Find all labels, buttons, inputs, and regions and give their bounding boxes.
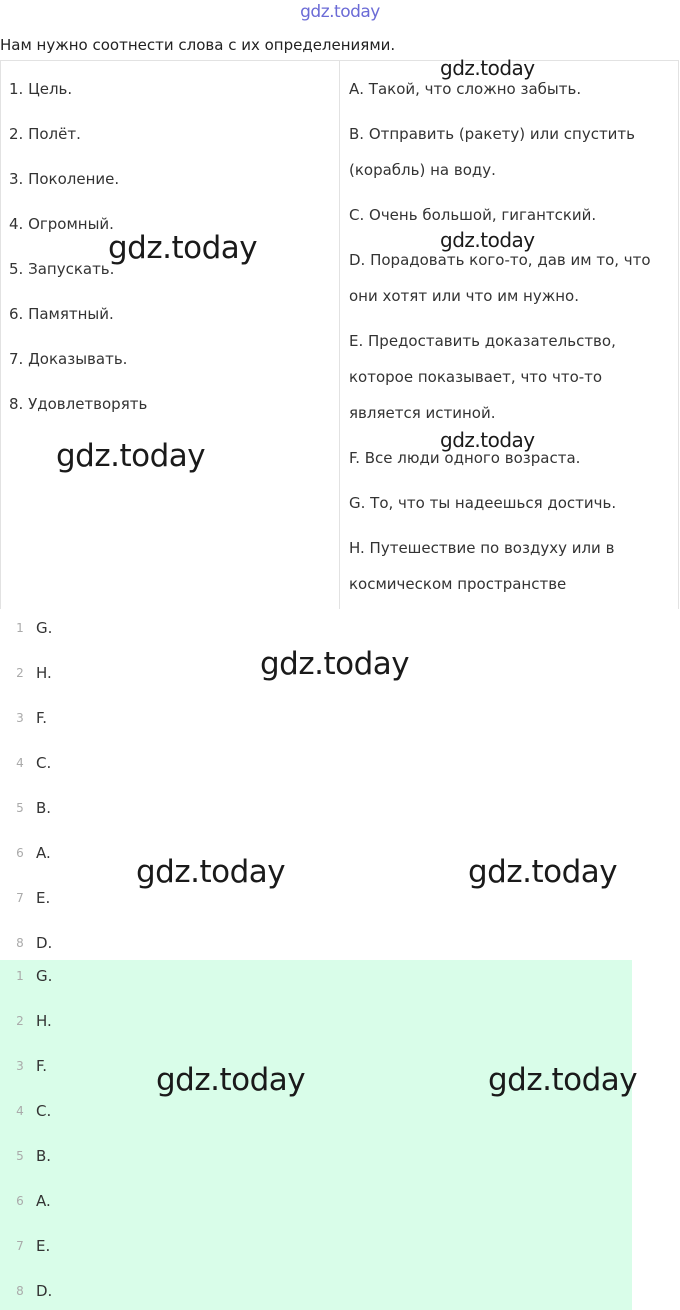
definition-item	[349, 197, 669, 233]
answer-number: 7	[16, 891, 24, 905]
word-item: 1. Цель.	[9, 80, 73, 98]
definition-line: они хотят или что им нужно.	[349, 287, 580, 305]
definition-line: А. Такой, что сложно забыть.	[349, 80, 582, 98]
answer-number: 4	[16, 1104, 24, 1118]
answer-letter: D.	[36, 934, 53, 952]
definition-line: F. Все люди одного возраста.	[349, 449, 581, 467]
word-item: 8. Удовлетворять	[9, 395, 148, 413]
watermark: gdz.today	[260, 646, 410, 682]
answer-number: 8	[16, 936, 24, 950]
watermark: gdz.today	[488, 1062, 638, 1098]
watermark: gdz.today	[440, 428, 535, 452]
matching-table	[0, 60, 679, 609]
definition-line: H. Путешествие по воздуху или в	[349, 539, 615, 557]
answer-letter: A.	[36, 1192, 51, 1210]
answer-letter: F.	[36, 709, 47, 727]
definition-line: D. Порадовать кого-то, дав им то, что	[349, 251, 651, 269]
answer-letter: H.	[36, 1012, 52, 1030]
definition-line: (корабль) на воду.	[349, 161, 496, 179]
definition-line: является истиной.	[349, 404, 496, 422]
answer-list-highlighted	[0, 960, 632, 1310]
answer-list	[0, 612, 680, 960]
definition-line: G. То, что ты надеешься достичь.	[349, 494, 617, 512]
answer-letter: B.	[36, 799, 52, 817]
definition-item	[349, 116, 669, 188]
definition-item	[349, 440, 669, 476]
word-item: 4. Огромный.	[9, 215, 114, 233]
watermark: gdz.today	[108, 230, 258, 266]
answer-letter: H.	[36, 664, 52, 682]
definition-line: C. Очень большой, гигантский.	[349, 206, 597, 224]
definition-item	[349, 242, 669, 314]
definition-item	[349, 71, 669, 107]
answer-number: 8	[16, 1284, 24, 1298]
definition-line: космическом пространстве	[349, 575, 567, 593]
answer-letter: G.	[36, 619, 53, 637]
answer-number: 5	[16, 1149, 24, 1163]
answer-number: 3	[16, 711, 24, 725]
answer-letter: F.	[36, 1057, 47, 1075]
word-item: 6. Памятный.	[9, 305, 114, 323]
site-logo[interactable]: gdz.today	[300, 2, 380, 22]
intro-text: Нам нужно соотнести слова с их определениями.	[0, 36, 396, 54]
watermark: gdz.today	[468, 854, 618, 890]
answer-number: 7	[16, 1239, 24, 1253]
word-item: 5. Запускать.	[9, 260, 115, 278]
definition-item	[349, 485, 669, 521]
answer-letter: C.	[36, 1102, 52, 1120]
watermark: gdz.today	[440, 228, 535, 252]
definition-item	[349, 530, 669, 602]
word-item: 3. Поколение.	[9, 170, 120, 188]
answer-number: 6	[16, 1194, 24, 1208]
answer-number: 4	[16, 756, 24, 770]
answer-letter: C.	[36, 754, 52, 772]
watermark: gdz.today	[156, 1062, 306, 1098]
answer-number: 3	[16, 1059, 24, 1073]
answer-number: 2	[16, 1014, 24, 1028]
column-divider	[339, 61, 340, 609]
answer-letter: E.	[36, 889, 51, 907]
answer-letter: D.	[36, 1282, 53, 1300]
definition-item	[349, 323, 669, 431]
definition-line: B. Отправить (ракету) или спустить	[349, 125, 636, 143]
answer-letter: G.	[36, 967, 53, 985]
watermark: gdz.today	[136, 854, 286, 890]
definition-line: E. Предоставить доказательство,	[349, 332, 616, 350]
answer-number: 1	[16, 969, 24, 983]
answer-number: 2	[16, 666, 24, 680]
word-item: 2. Полёт.	[9, 125, 81, 143]
watermark: gdz.today	[440, 56, 535, 80]
answer-number: 6	[16, 846, 24, 860]
answer-letter: B.	[36, 1147, 52, 1165]
answer-number: 5	[16, 801, 24, 815]
answer-letter: A.	[36, 844, 51, 862]
word-item: 7. Доказывать.	[9, 350, 128, 368]
answer-number: 1	[16, 621, 24, 635]
answer-letter: E.	[36, 1237, 51, 1255]
watermark: gdz.today	[56, 438, 206, 474]
definition-line: которое показывает, что что-то	[349, 368, 603, 386]
